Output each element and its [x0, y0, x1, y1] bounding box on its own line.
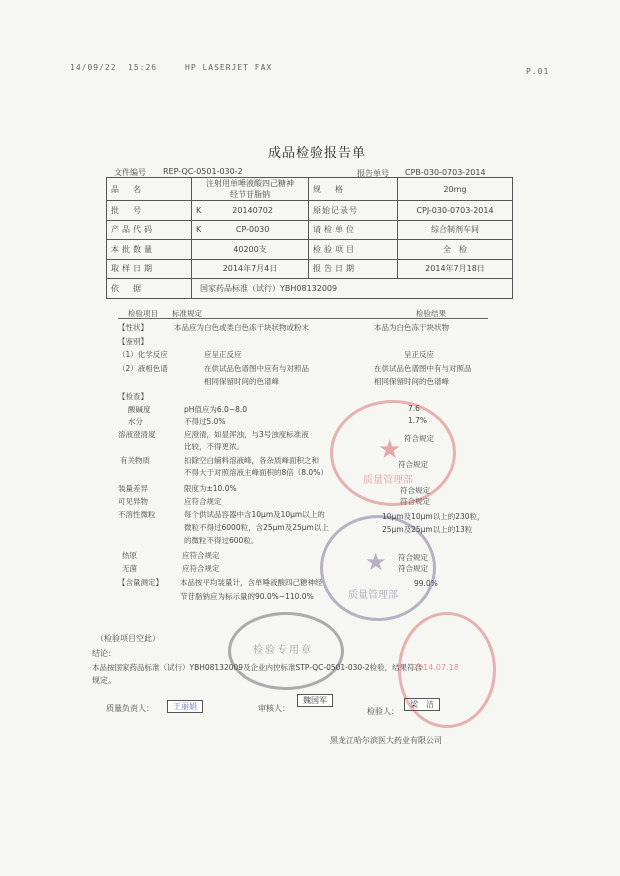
- batch-label: 批 号: [107, 201, 192, 221]
- seal-stamp-text: 质量管理部: [348, 590, 398, 601]
- report-date-label: 报告日期: [309, 259, 398, 279]
- product-value-line2: 经节苷脂钠: [230, 190, 270, 199]
- doc-label: 文件编号: [114, 168, 146, 177]
- review-name: 魏国军: [297, 694, 333, 707]
- sterility-std: 应符合规定: [182, 564, 220, 573]
- batch-prefix: K: [196, 205, 202, 215]
- acidity-label: 酸碱度: [128, 405, 151, 414]
- report-label: 报告单号: [357, 169, 389, 178]
- acidity-std: pH值应为6.0~8.0: [184, 405, 248, 414]
- assay-std-line2: 节苷脂钠应为标示量的90.0%~110.0%: [180, 592, 314, 601]
- ident2-std-line2: 相同保留时间的色谱峰: [204, 377, 279, 386]
- header-table: [106, 177, 513, 299]
- qty-value: 40200支: [192, 240, 309, 260]
- loading-label: 装量差异: [118, 484, 148, 493]
- ident2-std-line1: 在供试品色谱图中应有与对照品: [204, 364, 309, 373]
- report-date-value: 2014年7月18日: [398, 259, 513, 279]
- record-label: 原始记录号: [309, 201, 398, 221]
- conclusion-text-line1: 本品按国家药品标准（试行）YBH08132009及企业内控标准STP-QC-0501-030-2检验，结果符合: [92, 663, 423, 672]
- water-std: 不得过5.0%: [184, 417, 226, 426]
- check-label: 【检查】: [118, 392, 148, 401]
- page-title: 成品检验报告单: [268, 146, 367, 161]
- batch-number: 20140702: [232, 205, 273, 215]
- star-icon: ★: [378, 435, 402, 465]
- ident2-result-line1: 在供试品色谱图中有与对照品: [374, 364, 472, 373]
- visible-label: 可见异物: [118, 497, 148, 506]
- basis-label: 依 据: [107, 279, 192, 299]
- code-number: CP-0030: [235, 225, 270, 235]
- item-label: 检验项目: [309, 240, 398, 260]
- qc-stamp-text: 质量管理部: [363, 475, 413, 486]
- clarity-label: 溶液澄清度: [118, 430, 156, 439]
- appearance-label: 【性状】: [118, 323, 148, 332]
- pyrogen-label: 热原: [122, 551, 137, 560]
- related-std-line1: 扣除空白辅料溶液峰，各杂质峰面积之和: [184, 456, 319, 465]
- related-label: 有关物质: [120, 456, 150, 465]
- particles-result-line2: 25μm及25μm以上的13粒: [382, 525, 473, 534]
- particles-std-line3: 的微粒不得过600粒。: [184, 536, 259, 545]
- fax-page: P.01: [526, 67, 550, 76]
- company-name: 黑龙江哈尔滨医大药业有限公司: [330, 736, 442, 745]
- acidity-result: 7.6: [408, 404, 420, 413]
- sterility-result: 符合规定: [398, 564, 428, 573]
- code-label: 产品代码: [107, 220, 192, 240]
- red-quality-stamp: [330, 400, 456, 506]
- particles-std-line1: 每个供试品容器中含10μm及10μm以上的: [184, 510, 325, 519]
- ident1-label: （1）化学反应: [118, 350, 168, 359]
- product-value-line1: 注射用单唾液酸四己糖神: [206, 179, 294, 188]
- assay-label: 【含量测定】: [118, 578, 163, 587]
- sample-value: 2014年7月4日: [192, 259, 309, 279]
- sterility-label: 无菌: [122, 564, 137, 573]
- visible-result: 符合规定: [400, 497, 430, 506]
- code-prefix: K: [196, 225, 202, 235]
- sample-label: 取样日期: [107, 259, 192, 279]
- loading-std: 限度为±10.0%: [184, 484, 237, 493]
- inspector-label: 检验人：: [367, 707, 399, 716]
- blank-note: （检验项目空此）: [96, 634, 160, 643]
- fax-time: 15:26: [128, 63, 158, 72]
- conclusion-label: 结论：: [92, 649, 116, 658]
- particles-result-line1: 10μm及10μm以上的230粒，: [382, 512, 485, 521]
- qa-name: 王丽娟: [167, 700, 203, 713]
- identification-label: 【鉴别】: [118, 337, 148, 346]
- ident1-result: 呈正反应: [404, 350, 434, 359]
- doc-no: REP-QC-0501-030-2: [163, 167, 243, 176]
- clarity-std-line1: 应澄清，如显浑浊，与3号浊度标准液: [184, 430, 309, 439]
- assay-std-line1: 本品按平均装量计，含单唾液酸四己糖神经: [180, 578, 323, 587]
- item-value: 全 检: [398, 240, 513, 260]
- results-divider: [118, 318, 488, 319]
- report-no: CPB-030-0703-2014: [405, 168, 486, 177]
- water-result: 1.7%: [408, 416, 428, 425]
- product-value: [192, 178, 309, 201]
- product-label: 品 名: [107, 178, 192, 201]
- qty-label: 本批数量: [107, 240, 192, 260]
- fax-device: HP LASERJET FAX: [185, 63, 273, 72]
- dept-value: 综合制剂车间: [398, 220, 513, 240]
- col-result: 检验结果: [416, 309, 446, 318]
- spec-value: 20mg: [398, 178, 513, 201]
- particles-std-line2: 微粒不得过6000粒，含25μm及25μm以上: [184, 523, 329, 532]
- clarity-result: 符合规定: [404, 434, 434, 443]
- conclusion-text-line2: 规定。: [92, 676, 116, 685]
- inspector-name: 梁 洁: [404, 698, 440, 711]
- water-label: 水分: [128, 417, 143, 426]
- assay-result: 99.0%: [414, 579, 438, 588]
- appearance-result: 本品为白色冻干块状物: [374, 323, 449, 332]
- visible-std: 应符合规定: [184, 497, 222, 506]
- dept-label: 请检单位: [309, 220, 398, 240]
- date-stamp-text: 2014.07.18: [413, 663, 459, 672]
- appearance-std: 本品应为白色或类白色冻干块状物或粉末: [174, 323, 309, 332]
- related-std-line2: 不得大于对照溶液主峰面积的8倍（8.0%）: [184, 468, 328, 477]
- record-value: CPJ-030-0703-2014: [398, 201, 513, 221]
- loading-result: 符合规定: [400, 486, 430, 495]
- particles-label: 不溶性微粒: [118, 510, 156, 519]
- col-item: 检验项目: [128, 309, 158, 318]
- code-value: [192, 220, 309, 240]
- qa-label: 质量负责人：: [106, 704, 154, 713]
- fax-date: 14/09/22: [70, 63, 117, 72]
- clarity-std-line2: 比较，不得更浓。: [184, 442, 244, 451]
- batch-value: [192, 201, 309, 221]
- related-result: 符合规定: [398, 460, 428, 469]
- pyrogen-result: 符合规定: [398, 553, 428, 562]
- spec-label: 规 格: [309, 178, 398, 201]
- pyrogen-std: 应符合规定: [182, 551, 220, 560]
- oval-lab-stamp: [228, 612, 344, 690]
- ident2-result-line2: 相同保留时间的色谱峰: [374, 377, 449, 386]
- ident1-std: 应呈正反应: [204, 350, 242, 359]
- ident2-label: （2）液相色谱: [118, 364, 168, 373]
- col-standard: 标准规定: [172, 309, 202, 318]
- lab-stamp-text: 检验专用章: [253, 645, 313, 656]
- basis-value: 国家药品标准（试行）YBH08132009: [192, 279, 513, 299]
- review-label: 审核人：: [258, 704, 290, 713]
- seal-star-icon: ★: [365, 548, 387, 576]
